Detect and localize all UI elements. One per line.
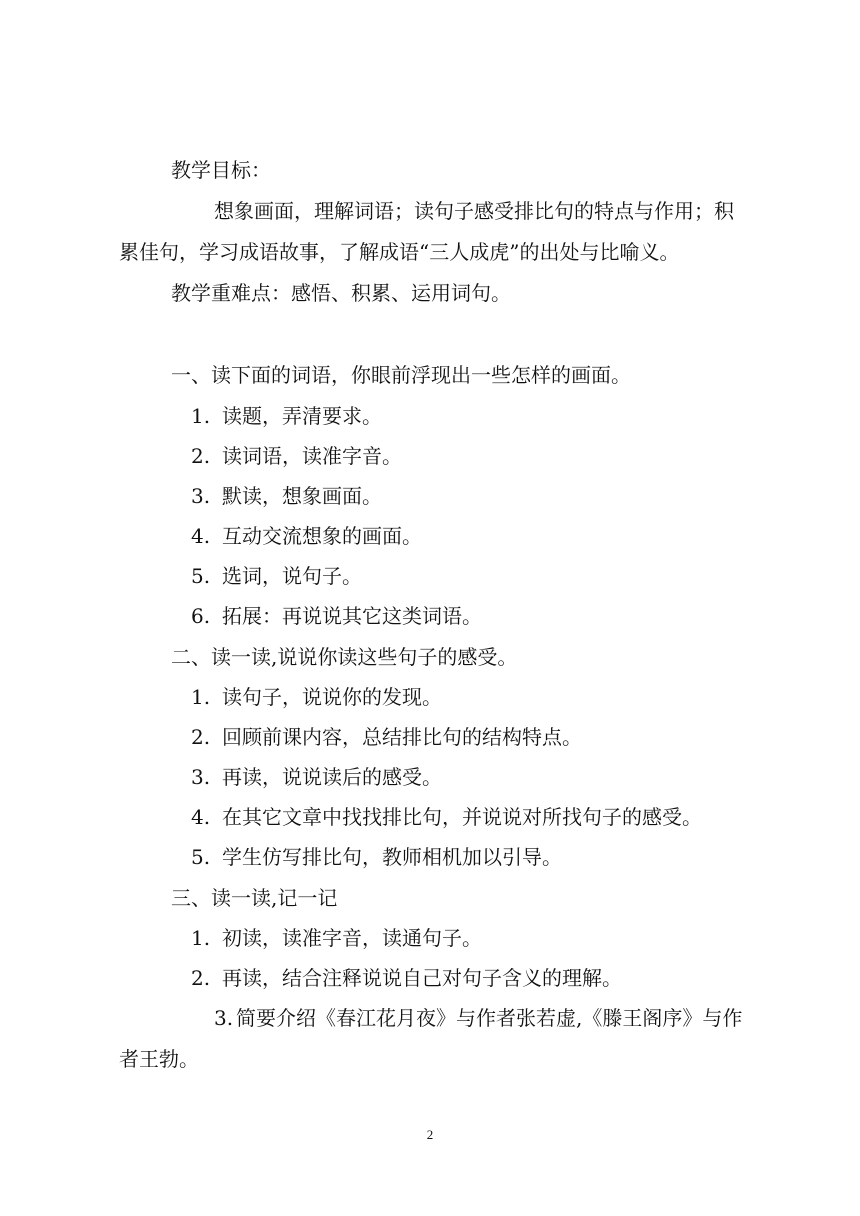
list-item [191,843,562,871]
item-number: 1. [191,404,211,428]
item-number: 1. [191,685,211,709]
item-text: 互动交流想象的画面。 [222,524,422,548]
list-item [191,723,582,751]
section-3-title: 三、读一读,记一记 [171,886,338,910]
item-number: 6. [191,604,211,628]
section-1-title: 一、读下面的词语，你眼前浮现出一些怎样的画面。 [171,363,631,387]
goals-body-line-2: 累佳句，学习成语故事，了解成语“三人成虎”的出处与比喻义。 [119,240,680,264]
item-text: 读题，弄清要求。 [222,404,382,428]
item-number: 3. [191,484,211,508]
list-item [191,763,442,791]
item-number: 3. [214,1006,234,1030]
list-item [191,522,422,550]
key-points: 教学重难点：感悟、积累、运用词句。 [171,281,511,305]
item-text: 读词语，读准字音。 [222,444,402,468]
item-text: 再读，结合注释说说自己对句子含义的理解。 [222,966,622,990]
goals-body-line-1: 想象画面，理解词语；读句子感受排比句的特点与作用；积 [214,199,734,223]
item-text: 学生仿写排比句，教师相机加以引导。 [222,845,562,869]
item-text: 初读，读准字音，读通句子。 [222,926,482,950]
list-item [191,482,382,510]
item-text: 再读，说说读后的感受。 [222,765,442,789]
item-text: 默读，想象画面。 [222,484,382,508]
list-item [191,803,702,831]
section-2-title: 二、读一读,说说你读这些句子的感受。 [171,645,518,669]
list-item [191,402,382,430]
item-number: 1. [191,926,211,950]
item-number: 5. [191,845,211,869]
item-text: 拓展：再说说其它这类词语。 [222,604,482,628]
goals-heading: 教学目标： [171,158,271,182]
item-number: 4. [191,524,211,548]
list-item [191,683,442,711]
item-number: 2. [191,444,211,468]
item-text: 选词，说句子。 [222,564,362,588]
item-number: 4. [191,805,211,829]
item-text: 在其它文章中找找排比句，并说说对所找句子的感受。 [222,805,702,829]
list-item-continuation: 者王勃。 [119,1047,199,1071]
list-item [214,1004,742,1032]
list-item [191,924,482,952]
item-text: 读句子，说说你的发现。 [222,685,442,709]
item-number: 5. [191,564,211,588]
list-item [191,602,482,630]
item-text: 回顾前课内容，总结排比句的结构特点。 [222,725,582,749]
item-number: 3. [191,765,211,789]
list-item [191,442,402,470]
item-text: 简要介绍《春江花月夜》与作者张若虚,《滕王阁序》与作 [236,1006,743,1030]
item-number: 2. [191,725,211,749]
item-number: 2. [191,966,211,990]
page-number: 2 [426,1127,434,1142]
list-item [191,964,622,992]
list-item [191,562,362,590]
